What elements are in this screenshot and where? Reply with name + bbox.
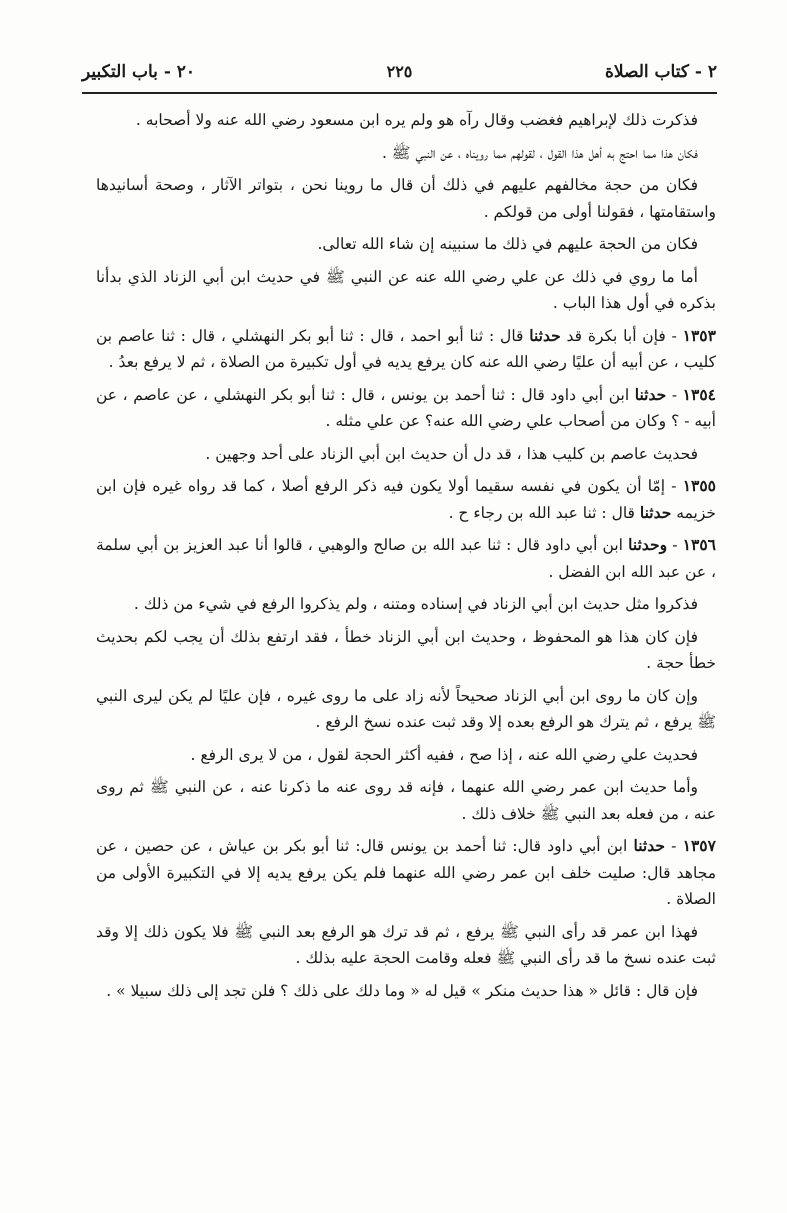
hadith-text: ابن أبي داود قال : ثنا أحمد بن يونس ، قال : ثنا أبو بكر النهشلي ، عن عاصم ، عن أبيه - ؟ وكان من أصحاب علي رضي الله عنه؟ عن علي مثله . [96, 385, 716, 430]
text-paragraph: فذكرت ذلك لإبراهيم فغضب وقال رآه هو ولم يره ابن مسعود رضي الله عنه ولا أصحابه . [135, 111, 698, 129]
text-paragraph: فإن قال : قائل « هذا حديث منكر » قيل له « وما دلك على ذلك ؟ فلن تجد إلى ذلك سبيلا » . [106, 981, 698, 1000]
hadith-paragraph [96, 833, 716, 913]
section-title: ٢٠ - باب التكبير [82, 62, 196, 82]
hadith-number: ١٣٥٦ [682, 535, 716, 554]
hadith-paragraph [96, 323, 716, 376]
hadith-text: قال : ثنا عبد الله بن رجاء ح . [448, 503, 635, 522]
hadith-text: قال : ثنا أبو احمد ، قال : ثنا أبو بكر النهشلي ، قال : ثنا عاصم بن كليب ، عن أبيه أن عليًا رضي الله عنه كان يرفع يديه في أول تكبيرة من الصلاة ، ثم لا يرفع بعدُ . [96, 326, 716, 371]
text-paragraph: فكان من حجة مخالفهم عليهم في ذلك أن قال ما روينا نحن ، بتواتر الآثار ، وصحة أسانيدها واستقامتها ، فقولنا أولى من قولكم . [96, 176, 716, 221]
narration-word: حدثنا [639, 502, 672, 522]
text-paragraph: فإن كان هذا هو المحفوظ ، وحديث ابن أبي الزناد خطأ ، فقد ارتفع بذلك أن يجب لكم بحديث خطأ حجة . [96, 627, 716, 672]
hadith-prefix: - [672, 536, 678, 554]
body-text [96, 107, 716, 1010]
text-paragraph: فحديث عاصم بن كليب هذا ، قد دل أن حديث ابن أبي الزناد على أحد وجهين . [205, 444, 698, 463]
hadith-paragraph [96, 532, 716, 585]
text-paragraph: فكان من الحجة عليهم في ذلك ما سنبينه إن شاء الله تعالى. [317, 235, 698, 253]
hadith-number: ١٣٥٧ [682, 836, 716, 855]
hadith-number: ١٣٥٤ [682, 384, 716, 404]
hadith-prefix: - [671, 837, 677, 855]
text-paragraph: فهذا ابن عمر قد رأى النبي ﷺ يرفع ، ثم قد ترك هو الرفع بعد النبي ﷺ فلا يكون ذلك إلا وقد ثبت عنده نسخ ما قد رأى النبي ﷺ فعله وقامت الحجة عليه بذلك . [96, 922, 716, 967]
narration-word: حدثنا [529, 325, 561, 345]
text-paragraph: أما ما روي في ذلك عن علي رضي الله عنه عن النبي ﷺ في حديث ابن أبي الزناد الذي بدأنا بذكره في أول هذا الباب . [96, 267, 716, 312]
hadith-prefix: - [671, 385, 678, 404]
text-paragraph: فكان هذا مما احتج به أهل هذا القول ، لقولهم مما رويناه ، عن النبي ﷺ . [381, 143, 698, 162]
hadith-text: ابن أبي داود قال: ثنا أحمد بن يونس قال: ثنا أبو بكر بن عياش ، عن حصين ، عن مجاهد قال: صليت خلف ابن عمر رضي الله عنهما فلم يكن يرفع يديه إلا في التكبيرة الأولى من الصلاة . [96, 837, 716, 908]
page-number: ٢٢٥ [386, 62, 413, 81]
text-paragraph: وأما حديث ابن عمر رضي الله عنهما ، فإنه قد روى عنه ما ذكرنا عنه ، عن النبي ﷺ ثم روى عنه ، من فعله بعد النبي ﷺ خلاف ذلك . [96, 778, 716, 823]
narration-word: وحدثنا [628, 535, 668, 554]
hadith-prefix: - إمّا أن يكون في نفسه سقيما أولا يكون فيه ذكر الرفع أصلا ، كما قد رواه غيره فإن ابن خزيمه [96, 477, 716, 522]
text-paragraph: فذكروا مثل حديث ابن أبي الزناد في إسناده ومتنه ، ولم يذكروا الرفع في شيء من ذلك . [133, 595, 698, 613]
narration-word: حدثنا [633, 836, 665, 855]
hadith-paragraph [96, 473, 716, 526]
narration-word: حدثنا [634, 384, 667, 404]
header-rule [82, 92, 717, 94]
hadith-number: ١٣٥٣ [682, 325, 716, 345]
hadith-text: ابن أبي داود قال : ثنا عبد الله بن صالح والوهبي ، قالوا أنا عبد العزيز بن أبي سلمة ، عن عبد الله ابن الفضل . [96, 536, 716, 581]
hadith-number: ١٣٥٥ [682, 476, 716, 495]
running-header [82, 62, 717, 88]
text-paragraph: فحديث علي رضي الله عنه ، إذا صح ، ففيه أكثر الحجة لقول ، من لا يرى الرفع . [190, 745, 698, 764]
hadith-prefix: - فإن أبا بكرة قد [566, 326, 677, 345]
hadith-paragraph [96, 382, 716, 435]
text-paragraph: وإن كان ما روى ابن أبي الزناد صحيحاً لأنه زاد على ما روى غيره ، فإن عليًا لم يكن ليرى النبي ﷺ يرفع ، ثم يترك هو الرفع بعده إلا وقد ثبت عنده نسخ الرفع . [96, 686, 716, 731]
chapter-title: ٢ - كتاب الصلاة [604, 62, 717, 82]
